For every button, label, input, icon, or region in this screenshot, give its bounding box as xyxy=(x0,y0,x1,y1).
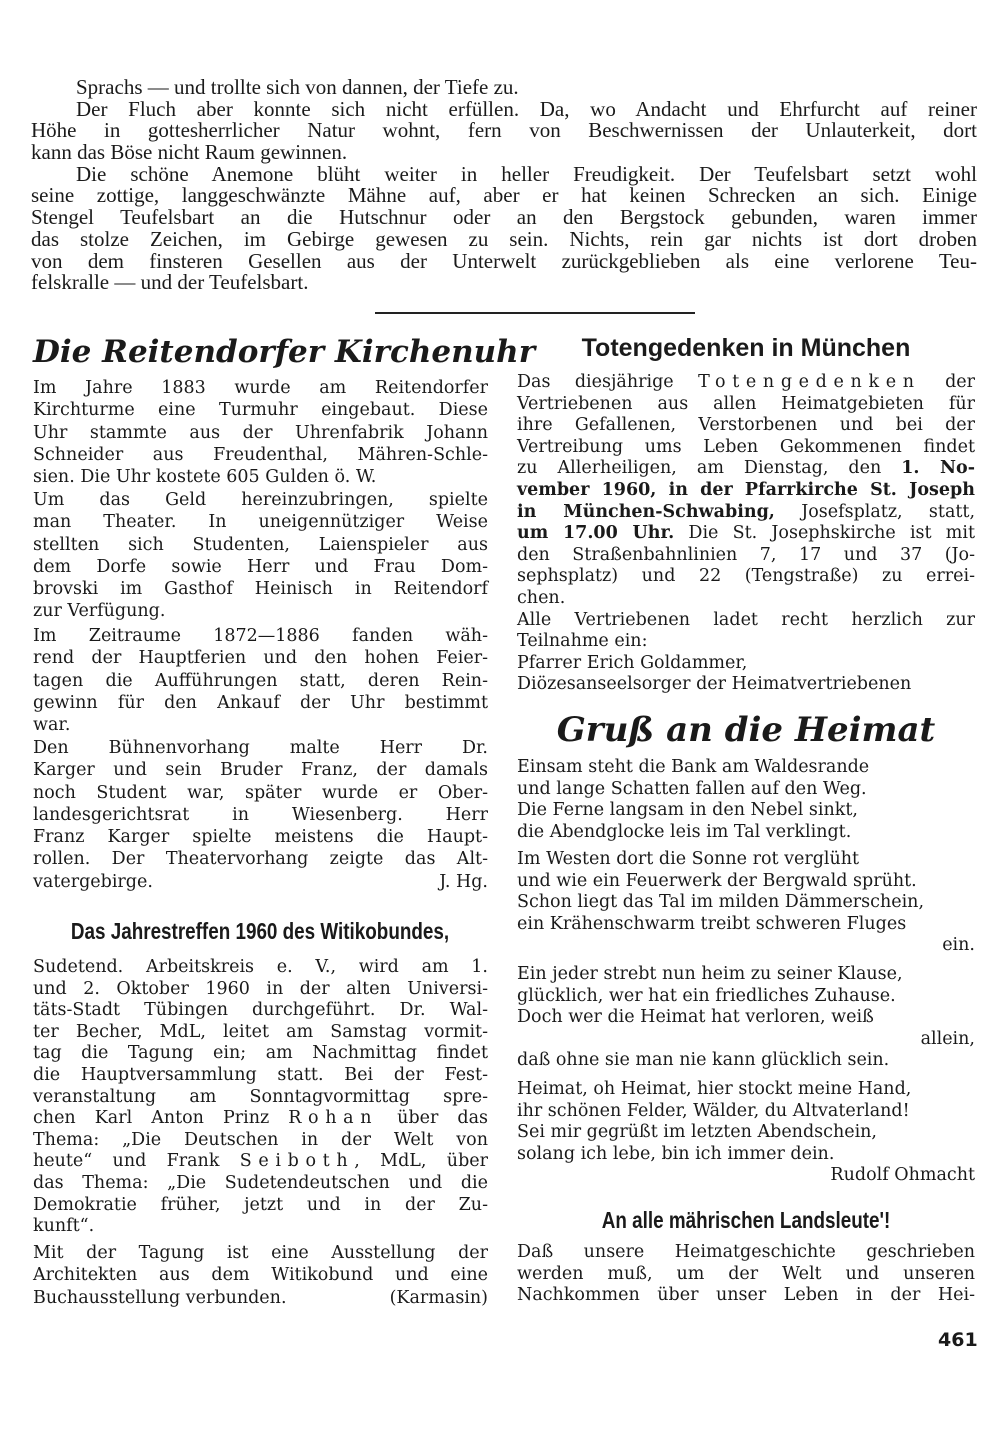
text-line: Thema: „Die Deutschen in der Welt von xyxy=(33,1129,488,1150)
poem-stanza-3 xyxy=(517,964,975,1072)
text-segment: , MdL, über xyxy=(354,1151,488,1172)
verse-line: Schon liegt das Tal im milden Dämmerschein, xyxy=(517,892,925,913)
text-line xyxy=(33,1108,488,1130)
text-line: Vertreibung ums Leben Gekommenen findet xyxy=(517,436,975,457)
text-line: Kirchturme eine Turmuhr eingebaut. Diese xyxy=(33,400,488,421)
text-line: Daß unsere Heimatgeschichte geschrieben xyxy=(517,1242,975,1262)
verse-line: ein Krähenschwarm treibt schweren Fluges xyxy=(517,913,907,934)
text-line: kunft“. xyxy=(33,1216,95,1237)
text-line: Im Zeitraume 1872—1886 fanden wäh- xyxy=(33,626,488,646)
verse-runover-line: ein. xyxy=(942,935,975,956)
text-line: Im Jahre 1883 wurde am Reitendorfer xyxy=(33,378,488,398)
text-line: von dem finsteren Gesellen aus der Unterwelt zurückgeblieben als eine verlorene Teu- xyxy=(31,248,977,273)
text-line: Schneider aus Freudenthal, Mähren-Schle- xyxy=(33,444,488,465)
verse-runover-line: allein, xyxy=(920,1028,975,1049)
text-segment: der xyxy=(920,372,975,392)
verse-line: Doch wer die Heimat hat verloren, weiß xyxy=(517,1007,874,1028)
witikobund-paragraph-1 xyxy=(33,957,488,1238)
text-line: das stolze Zeichen, im Gebirge gewesen zu sein. Nichts, rein gar nichts ist dort droben xyxy=(31,226,977,251)
author-signature: J. Hg. xyxy=(439,871,488,892)
witikobund-paragraph-2 xyxy=(33,1242,488,1309)
spaced-emphasis-text: Seiboth xyxy=(239,1151,355,1172)
text-line xyxy=(517,502,975,524)
text-line: rollen. Der Theatervorhang zeigte das Alt- xyxy=(33,849,488,870)
bold-text: vember 1960, in der Pfarrkirche St. Joseph xyxy=(517,479,975,500)
text-line: täts-Stadt Tübingen durchgeführt. Dr. Wal- xyxy=(33,1000,488,1021)
verse-runover-line: Rudolf Ohmacht xyxy=(830,1165,975,1186)
verse-line: solang ich lebe, bin ich immer dein. xyxy=(517,1143,835,1164)
text-line: Sudetend. Arbeitskreis e. V., wird am 1. xyxy=(33,957,488,977)
verse-line: ihr schönen Felder, Wälder, du Altvaterland! xyxy=(517,1100,910,1121)
text-line: Sprachs — und trollte sich von dannen, der Tiefe zu. xyxy=(76,75,519,99)
text-line xyxy=(517,480,975,502)
text-line: dem Dorfe sowie Herr und Frau Dom- xyxy=(33,556,488,577)
text-line: Den Bühnenvorhang malte Herr Dr. xyxy=(33,738,488,758)
author-signature: (Karmasin) xyxy=(389,1287,488,1308)
heading-kirchenuhr: Die Reitendorfer Kirchenuhr xyxy=(33,334,536,370)
page-number: 461 xyxy=(938,1329,978,1351)
verse-line: und wie ein Feuerwerk der Bergwald sprüht. xyxy=(517,870,917,891)
poem-stanza-4 xyxy=(517,1079,975,1187)
intro-paragraph-3 xyxy=(31,161,977,295)
bold-text: um 17.00 Uhr. xyxy=(517,523,675,544)
text-line: werden muß, um der Welt und unseren xyxy=(517,1263,975,1284)
section-divider xyxy=(375,312,695,314)
text-line xyxy=(33,1151,488,1173)
text-line: veranstaltung am Sonntagvormittag spre- xyxy=(33,1086,488,1107)
text-line: zur Verfügung. xyxy=(33,601,166,622)
text-segment: Das diesjährige xyxy=(517,372,699,392)
text-segment: zu Allerheiligen, am Dienstag, den xyxy=(517,458,902,479)
text-segment: über das xyxy=(378,1108,488,1129)
spaced-emphasis-text: Rohan xyxy=(288,1108,379,1129)
text-line: Uhr stammte aus der Uhrenfabrik Johann xyxy=(33,422,488,443)
heading-totengedenken: Totengedenken in München xyxy=(581,334,911,362)
text-line: rend der Hauptferien und den hohen Feier- xyxy=(33,648,488,669)
text-line: ter Becher, MdL, leitet am Samstag vormit- xyxy=(33,1021,488,1042)
text-line: sephsplatz) und 22 (Tengstraße) zu errei- xyxy=(517,566,975,587)
heading-witikobund: Das Jahrestreffen 1960 des Witikobundes, xyxy=(70,918,450,944)
heading-landsleute: An alle mährischen Landsleute'! xyxy=(601,1207,891,1233)
spaced-emphasis-text: Totengedenken xyxy=(698,372,921,392)
text-line: tagen die Aufführungen statt, deren Rein- xyxy=(33,670,488,691)
text-line: war. xyxy=(33,715,71,736)
text-line: Nachkommen über unser Leben in der Hei- xyxy=(517,1285,975,1306)
text-line: die Hauptversammlung statt. Bei der Fest- xyxy=(33,1064,488,1085)
text-line: vatergebirge. J. Hg. xyxy=(33,871,488,892)
verse-line: Im Westen dort die Sonne rot verglüht xyxy=(517,849,860,869)
bold-text: in München-Schwabing, xyxy=(517,501,775,522)
text-line: Diözesanseelsorger der Heimatvertriebenen xyxy=(517,674,912,695)
text-line: Franz Karger spielte meistens die Haupt- xyxy=(33,827,488,848)
poem-stanza-1 xyxy=(517,757,975,843)
verse-line: Einsam steht die Bank am Waldesrande xyxy=(517,757,870,777)
totengedenken-text xyxy=(517,372,975,696)
landsleute-paragraph xyxy=(517,1242,975,1307)
text-line: felskralle — und der Teufelsbart. xyxy=(31,270,309,295)
intro-paragraph-2 xyxy=(31,96,977,165)
text-line: man Theater. In uneigennütziger Weise xyxy=(33,512,488,533)
text-line: Höhe in gottesherrlicher Natur wohnt, fern von Beschwernissen der Unlauterkeit, dort xyxy=(31,118,977,143)
text-line: sien. Die Uhr kostete 605 Gulden ö. W. xyxy=(33,467,377,488)
verse-line: daß ohne sie man nie kann glücklich sein. xyxy=(517,1050,890,1071)
verse-line: Heimat, oh Heimat, hier stockt meine Hand, xyxy=(517,1079,912,1099)
kirchenuhr-paragraph-1 xyxy=(33,377,488,488)
text-line: Stengel Teufelsbart an die Hutschnur oder an den Bergstock gebunden, waren immer xyxy=(31,205,977,230)
poem-stanza-2 xyxy=(517,849,975,957)
text-line: seine zottige, langgeschwänzte Mähne auf, aber er hat keinen Schrecken an sich. Einige xyxy=(31,183,977,208)
kirchenuhr-paragraph-3 xyxy=(33,625,488,736)
text-line: Der Fluch aber konnte sich nicht erfüllen. Da, wo Andacht und Ehrfurcht auf reiner xyxy=(76,96,977,121)
text-line xyxy=(517,458,975,480)
verse-line: und lange Schatten fallen auf den Weg. xyxy=(517,778,867,799)
text-line: brovski im Gasthof Heinisch in Reitendorf xyxy=(33,579,488,600)
verse-line: Ein jeder strebt nun heim zu seiner Klause, xyxy=(517,964,903,984)
text-line: noch Student war, später wurde er Ober- xyxy=(33,782,488,803)
text-line: Um das Geld hereinzubringen, spielte xyxy=(33,490,488,510)
verse-line: glücklich, wer hat ein friedliches Zuhause. xyxy=(517,985,896,1006)
text-line: das Thema: „Die Sudetendeutschen und die xyxy=(33,1172,488,1193)
intro-paragraph-1 xyxy=(31,77,977,99)
text-line: Karger und sein Bruder Franz, der damals xyxy=(33,760,488,781)
verse-line: Die Ferne langsam in den Nebel sinkt, xyxy=(517,800,858,821)
text-segment: Josefsplatz, statt, xyxy=(774,501,976,522)
text-line: Architekten aus dem Witikobund und eine xyxy=(33,1265,488,1286)
text-line: kann das Böse nicht Raum gewinnen. xyxy=(31,140,348,165)
heading-poem: Gruß an die Heimat xyxy=(556,710,936,750)
text-line xyxy=(517,523,975,545)
bold-text: 1. No- xyxy=(901,458,975,479)
text-line: und 2. Oktober 1960 in der alten Universi- xyxy=(33,978,488,999)
text-line: Die schöne Anemone blüht weiter in heller Freudigkeit. Der Teufelsbart setzt wohl xyxy=(76,161,977,186)
text-line: stellten sich Studenten, Laienspieler aus xyxy=(33,534,488,555)
text-line: den Straßenbahnlinien 7, 17 und 37 (Jo- xyxy=(517,544,975,565)
text-segment: heute“ und Frank xyxy=(33,1151,240,1172)
text-line: gewinn für den Ankauf der Uhr bestimmt xyxy=(33,692,488,713)
text-line: Teilnahme ein: xyxy=(517,631,648,652)
text-line: Demokratie früher, jetzt und in der Zu- xyxy=(33,1194,488,1215)
text-line: Alle Vertriebenen ladet recht herzlich zur xyxy=(517,609,975,630)
text-line: ihre Gefallenen, Verstorbenen und bei der xyxy=(517,415,975,436)
kirchenuhr-paragraph-2 xyxy=(33,489,488,623)
text-line: Buchausstellung verbunden. (Karmasin) xyxy=(33,1287,488,1308)
text-line: landesgerichtsrat in Wiesenberg. Herr xyxy=(33,804,488,825)
text-segment: Die St. Josephskirche ist mit xyxy=(674,523,975,544)
verse-line: Sei mir gegrüßt im letzten Abendschein, xyxy=(517,1122,877,1143)
kirchenuhr-paragraph-4 xyxy=(33,737,488,893)
text-line: tag die Tagung ein; am Nachmittag findet xyxy=(33,1043,488,1064)
text-line: chen. xyxy=(517,587,566,608)
text-line: Mit der Tagung ist eine Ausstellung der xyxy=(33,1243,488,1263)
text-line: Pfarrer Erich Goldammer, xyxy=(517,652,748,673)
text-line: Vertriebenen aus allen Heimatgebieten für xyxy=(517,393,975,414)
text-line xyxy=(517,372,975,394)
text-segment: chen Karl Anton Prinz xyxy=(33,1108,289,1129)
verse-line: die Abendglocke leis im Tal verklingt. xyxy=(517,821,852,842)
